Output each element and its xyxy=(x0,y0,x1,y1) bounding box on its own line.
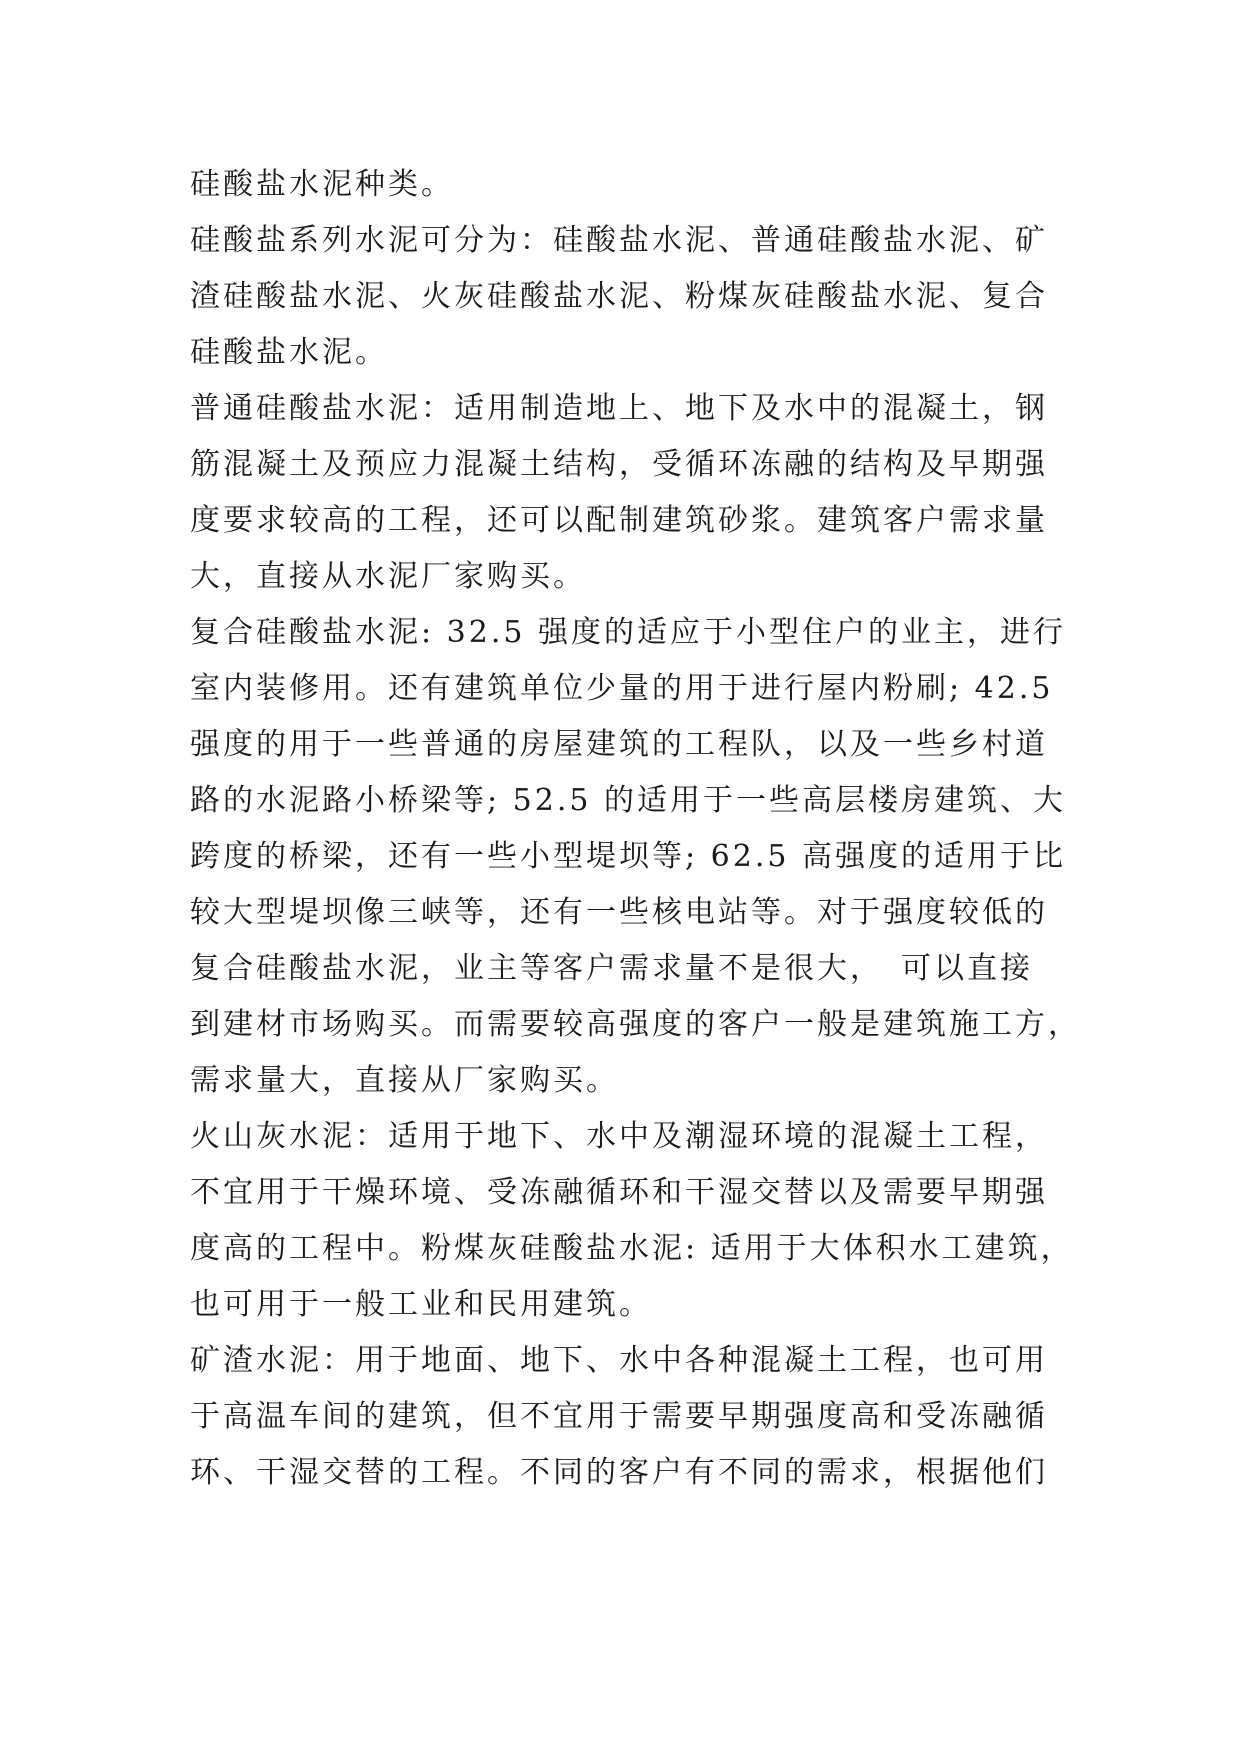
text-line: 跨度的桥梁，还有一些小型堤坝等; 62.5 高强度的适用于比 xyxy=(190,839,1066,874)
text-line: 硅酸盐水泥。 xyxy=(190,335,388,370)
text-line: 较大型堤坝像三峡等，还有一些核电站等。对于强度较低的 xyxy=(190,895,1048,930)
text-line: 需求量大，直接从厂家购买。 xyxy=(190,1063,619,1098)
text-line: 复合硅酸盐水泥: 32.5 强度的适应于小型住户的业主，进行 xyxy=(190,615,1066,650)
body-text xyxy=(190,157,1081,1501)
text-line: 矿渣水泥：用于地面、地下、水中各种混凝土工程，也可用 xyxy=(190,1343,1048,1378)
text-line: 筋混凝土及预应力混凝土结构，受循环冻融的结构及早期强 xyxy=(190,447,1048,482)
text-line: 度高的工程中。粉煤灰硅酸盐水泥: 适用于大体积水工建筑， xyxy=(190,1231,1074,1266)
text-line: 路的水泥路小桥梁等; 52.5 的适用于一些高层楼房建筑、大 xyxy=(190,783,1066,818)
text-line: 于高温车间的建筑，但不宜用于需要早期强度高和受冻融循 xyxy=(190,1399,1048,1434)
text-line: 普通硅酸盐水泥：适用制造地上、地下及水中的混凝土，钢 xyxy=(190,391,1048,426)
text-line: 硅酸盐水泥种类。 xyxy=(190,167,454,202)
text-line: 大，直接从水泥厂家购买。 xyxy=(190,559,586,594)
text-line: 渣硅酸盐水泥、火灰硅酸盐水泥、粉煤灰硅酸盐水泥、复合 xyxy=(190,279,1048,314)
text-line: 环、干湿交替的工程。不同的客户有不同的需求，根据他们 xyxy=(190,1455,1048,1490)
text-line: 到建材市场购买。而需要较高强度的客户一般是建筑施工方， xyxy=(190,1007,1081,1042)
text-line: 度要求较高的工程，还可以配制建筑砂浆。建筑客户需求量 xyxy=(190,503,1048,538)
text-line: 室内装修用。还有建筑单位少量的用于进行屋内粉刷; 42.5 xyxy=(190,671,1054,706)
text-line: 火山灰水泥：适用于地下、水中及潮湿环境的混凝土工程， xyxy=(190,1119,1048,1154)
text-line: 硅酸盐系列水泥可分为：硅酸盐水泥、普通硅酸盐水泥、矿 xyxy=(190,223,1048,258)
text-line: 强度的用于一些普通的房屋建筑的工程队，以及一些乡村道 xyxy=(190,727,1048,762)
text-line: 也可用于一般工业和民用建筑。 xyxy=(190,1287,652,1322)
text-line: 不宜用于干燥环境、受冻融循环和干湿交替以及需要早期强 xyxy=(190,1175,1048,1210)
text-line: 复合硅酸盐水泥，业主等客户需求量不是很大， 可以直接 xyxy=(190,951,1033,986)
